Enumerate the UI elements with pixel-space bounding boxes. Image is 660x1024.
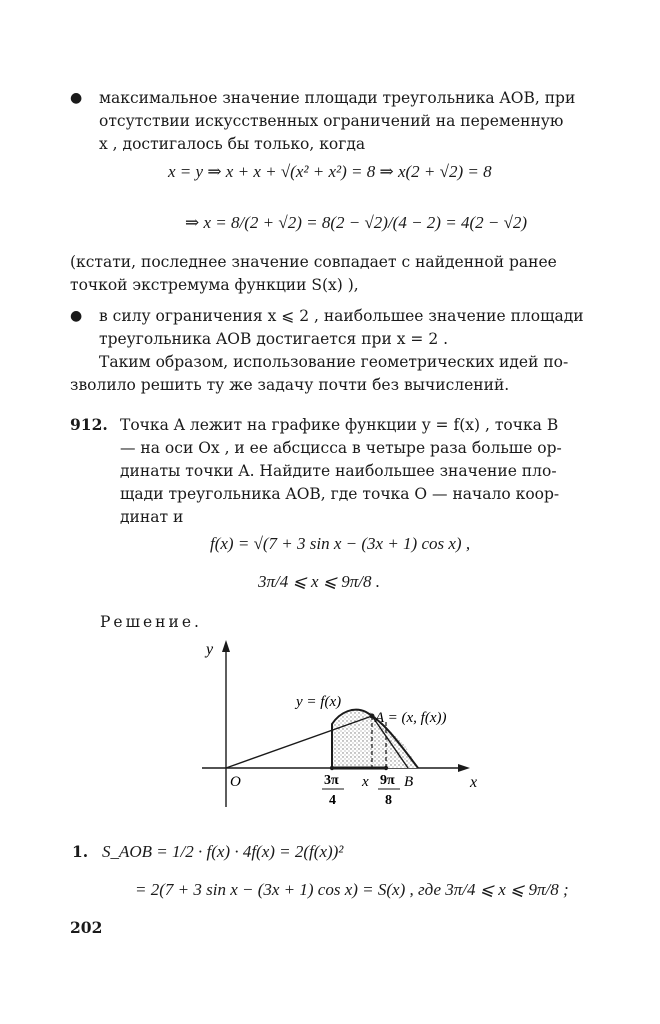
bullet-marker: ● bbox=[70, 90, 83, 106]
page-number: 202 bbox=[70, 918, 103, 937]
tick-point-left bbox=[330, 766, 334, 770]
domain-condition: 3π/4 ⩽ x ⩽ 9π/8 . bbox=[258, 572, 381, 591]
tick-right-denominator: 8 bbox=[385, 793, 392, 808]
problem-line2: — на оси Ox , и ее абсцисса в четыре раза больше ор- bbox=[120, 439, 562, 457]
bullet1-line3: x , достигалось бы только, когда bbox=[99, 135, 366, 153]
conclusion-line2: зволило решить ту же задачу почти без вычислений. bbox=[70, 376, 510, 394]
function-definition: f(x) = √(7 + 3 sin x − (3x + 1) cos x) , bbox=[210, 534, 471, 553]
bullet2-line1: в силу ограничения x ⩽ 2 , наибольшее значение площади bbox=[99, 307, 584, 325]
bullet1-line1: максимальное значение площади треугольника AOB, при bbox=[99, 89, 576, 107]
solution-label: Решение. bbox=[100, 613, 202, 631]
y-axis-label: y bbox=[206, 641, 214, 658]
x-axis-label: x bbox=[470, 774, 478, 791]
remark-line1: (кстати, последнее значение совпадает с найденной ранее bbox=[70, 253, 557, 271]
point-b-label: B bbox=[404, 774, 414, 790]
problem-line1: Точка A лежит на графике функции y = f(x) , точка B bbox=[120, 416, 559, 434]
step1-number: 1. bbox=[72, 842, 89, 861]
origin-label: O bbox=[230, 774, 241, 790]
problem-line4: щади треугольника AOB, где точка O — начало коор- bbox=[120, 485, 560, 503]
bullet-marker: ● bbox=[70, 308, 83, 324]
tick-left-denominator: 4 bbox=[329, 793, 336, 808]
equation-1: x = y ⇒ x + x + √(x² + x²) = 8 ⇒ x(2 + √2) = 8 bbox=[168, 162, 492, 181]
point-a bbox=[370, 714, 375, 719]
point-a-label: A = (x, f(x)) bbox=[375, 710, 447, 726]
bullet1-line2: отсутствии искусственных ограничений на переменную bbox=[99, 112, 564, 130]
graph-figure bbox=[190, 632, 490, 817]
y-axis-arrow bbox=[222, 640, 230, 652]
x-axis-arrow bbox=[458, 764, 470, 772]
step1-formula2: = 2(7 + 3 sin x − (3x + 1) cos x) = S(x) , где 3π/4 ⩽ x ⩽ 9π/8 ; bbox=[135, 880, 569, 899]
problem-number: 912. bbox=[70, 415, 108, 434]
problem-line5: динат и bbox=[120, 508, 184, 526]
step1-formula: S_AOB = 1/2 · f(x) · 4f(x) = 2(f(x))² bbox=[102, 842, 344, 861]
conclusion-line1: Таким образом, использование геометрических идей по- bbox=[99, 353, 569, 371]
problem-line3: динаты точки A. Найдите наибольшее значение пло- bbox=[120, 462, 557, 480]
tick-x-label: x bbox=[362, 774, 369, 790]
bullet2-line2: треугольника AOB достигается при x = 2 . bbox=[99, 330, 449, 348]
equation-2: ⇒ x = 8/(2 + √2) = 8(2 − √2)/(4 − 2) = 4(2 − √2) bbox=[185, 213, 528, 232]
remark-line2: точкой экстремума функции S(x) ), bbox=[70, 276, 359, 294]
tick-left-numerator: 3π bbox=[324, 773, 339, 788]
tick-point-right bbox=[384, 766, 388, 770]
tick-right-numerator: 9π bbox=[380, 773, 395, 788]
curve-label: y = f(x) bbox=[296, 694, 342, 710]
